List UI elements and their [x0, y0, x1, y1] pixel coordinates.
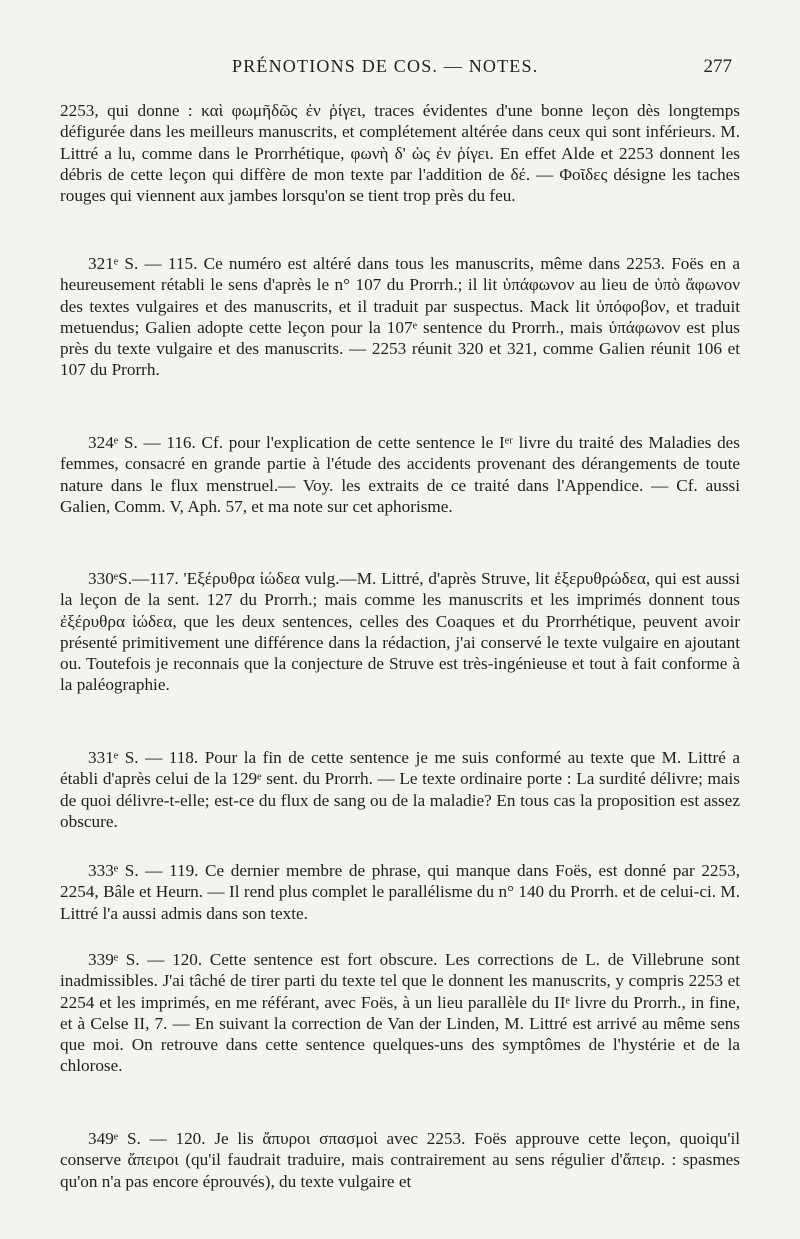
note-continuation: 2253, qui donne : καὶ φωμῆδῶς ἐν ῥίγει, traces évidentes d'une bonne leçon dès longtemps défigurée dans les meilleurs manuscrits, et complétement altérée dans ceux qui sont inférieurs. M. Littré a lu, comme dans le Prorrhétique, φωνὴ δ' ὡς ἐν ῥίγει. En effet Alde et 2253 donnent les débris de cette leçon qui diffère de mon texte par l'addition de δέ. — Φοῖδες désigne les taches rouges qui viennent aux jambes lorsqu'on se tient trop près du feu. — [60, 101, 740, 206]
page-number: 277 — [703, 56, 732, 77]
note-321: 321ᵉ S. — 115. Ce numéro est altéré dans tous les manuscrits, même dans 2253. Foës en a heureusement rétabli le sens d'après le n° 107 du Prorrh.; il lit ὑπάφωνον au lieu de ὑπὸ ἄφωνον des textes vulgaires et des manuscrits, et il traduit par suspectus. Mack lit ὑπόφοβον, et traduit metuendus; Galien adopte cette leçon pour la 107ᵉ sentence du Prorrh., mais ὑπάφωνον est plus près du texte vulgaire et des manuscrits. — 2253 réunit 320 et 321, comme Galien réunit 106 et 107 du Prorrh. — [60, 254, 740, 380]
running-title: PRÉNOTIONS DE COS. — NOTES. — [232, 56, 539, 76]
note-333: 333ᵉ S. — 119. Ce dernier membre de phrase, qui manque dans Foës, est donné par 2253, 2254, Bâle et Heurn. — Il rend plus complet le parallélisme du n° 140 du Prorrh. et de celui-ci. M. Littré l'a aussi admis dans son texte. — [60, 861, 740, 923]
note-324: 324ᵉ S. — 116. Cf. pour l'explication de cette sentence le Iᵉʳ livre du traité des Maladies des femmes, consacré en grande partie à l'étude des accidents provenant des dérangements de toute nature dans le flux menstruel.— Voy. les extraits de ce traité dans l'Appendice. — Cf. aussi Galien, Comm. V, Aph. 57, et ma note sur cet aphorisme. — [60, 433, 740, 516]
note-330: 330ᵉS.—117. 'Εξέρυθρα ἰώδεα vulg.—M. Littré, d'après Struve, lit ἐξερυθρώδεα, qui est aussi la leçon de la sent. 127 du Prorrh.; mais comme les manuscrits et les imprimés donnent tous ἐξέρυθρα ἰώδεα, que les deux sentences, celles des Coaques et du Prorrhétique, peuvent avoir présenté primitivement une différence dans la rédaction, j'ai conservé le texte vulgaire en ajoutant ou. Toutefois je reconnais que la conjecture de Struve est très-ingénieuse et tout à fait conforme à la paléographie. — [60, 569, 740, 695]
note-339: 339ᵉ S. — 120. Cette sentence est fort obscure. Les corrections de L. de Villebrune sont inadmissibles. J'ai tâché de tirer parti du texte tel que le donnent les manuscrits, y compris 2253 et 2254 et les imprimés, en me référant, avec Foës, à un lieu parallèle du IIᵉ livre du Prorrh., in fine, et à Celse II, 7. — En suivant la correction de Van der Linden, M. Littré est arrivé au même sens que moi. On retrouve dans cette sentence quelques-uns des symptômes de l'hystérie et de la chlorose. — [60, 950, 740, 1076]
note-331: 331ᵉ S. — 118. Pour la fin de cette sentence je me suis conformé au texte que M. Littré a établi d'après celui de la 129ᵉ sent. du Prorrh. — Le texte ordinaire porte : La surdité délivre; mais de quoi délivre-t-elle; est-ce du flux de sang ou de la maladie? En tous cas la proposition est assez obscure. — [60, 748, 740, 831]
running-header — [60, 56, 732, 86]
note-349: 349ᵉ S. — 120. Je lis ἄπυροι σπασμοὶ avec 2253. Foës approuve cette leçon, quoiqu'il conserve ἄπειροι (qu'il faudrait traduire, mais contrairement au sens régulier d'ἄπειρ. : spasmes qu'on n'a pas encore éprouvés), du texte vulgaire et — [60, 1129, 740, 1191]
